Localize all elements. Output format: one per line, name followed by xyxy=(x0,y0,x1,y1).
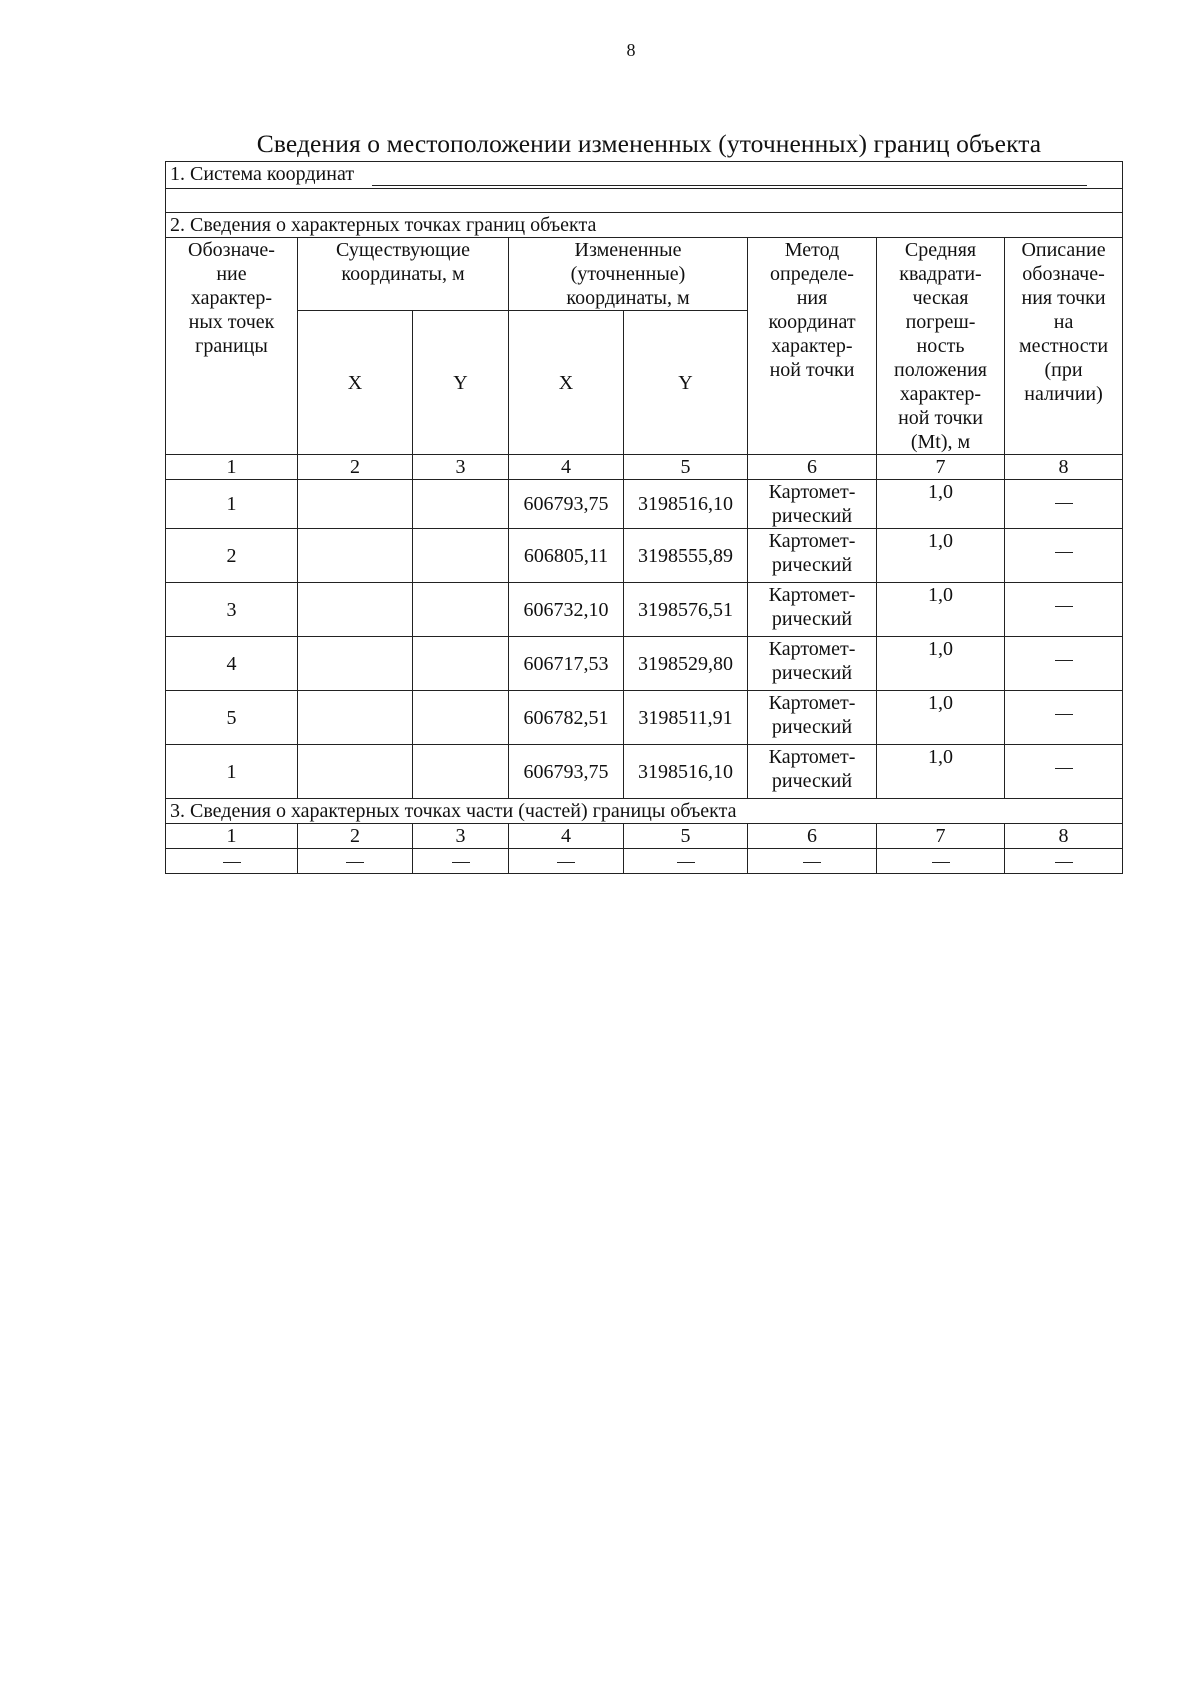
existing-y xyxy=(413,583,509,637)
section-3-label: 3. Сведения о характерных точках части (частей) границы объекта xyxy=(166,799,1123,824)
column-number-4: 4 xyxy=(509,824,624,849)
dash-mark xyxy=(557,862,575,863)
point-number: 2 xyxy=(166,529,298,583)
updated-y: 3198511,91 xyxy=(624,691,748,745)
mean-square-error: 1,0 xyxy=(877,745,1005,799)
column-number-7: 7 xyxy=(877,455,1005,480)
determination-method: Картомет- рический xyxy=(748,583,877,637)
column-number-3: 3 xyxy=(413,455,509,480)
existing-y xyxy=(413,745,509,799)
column-number-5: 5 xyxy=(624,824,748,849)
existing-y xyxy=(413,480,509,529)
existing-x xyxy=(298,691,413,745)
existing-y xyxy=(413,529,509,583)
header-y-updated: Y xyxy=(624,311,748,455)
boundary-point-row xyxy=(166,480,1123,529)
empty-value xyxy=(298,849,413,874)
column-number-2: 2 xyxy=(298,824,413,849)
existing-x xyxy=(298,529,413,583)
point-description xyxy=(1005,691,1123,745)
dash-mark xyxy=(677,862,695,863)
dash-mark xyxy=(1055,660,1073,661)
header-point-designation: Обозначе- ние характер- ных точек границы xyxy=(166,238,298,455)
column-number-1: 1 xyxy=(166,824,298,849)
header-x-updated: X xyxy=(509,311,624,455)
coordinate-system-blank xyxy=(372,169,1087,186)
blank-row xyxy=(166,189,1123,213)
updated-x: 606805,11 xyxy=(509,529,624,583)
dash-mark xyxy=(803,862,821,863)
determination-method: Картомет- рический xyxy=(748,637,877,691)
header-existing-coords: Существующие координаты, м xyxy=(298,238,509,311)
empty-value xyxy=(624,849,748,874)
boundary-point-row xyxy=(166,529,1123,583)
updated-x: 606782,51 xyxy=(509,691,624,745)
section-1-row xyxy=(166,162,1123,189)
dash-mark xyxy=(223,862,241,863)
empty-value xyxy=(509,849,624,874)
section-1-label: 1. Система координат xyxy=(170,163,355,185)
column-number-8: 8 xyxy=(1005,824,1123,849)
boundary-table xyxy=(165,161,1123,874)
dash-mark xyxy=(346,862,364,863)
point-number: 4 xyxy=(166,637,298,691)
dash-mark xyxy=(1055,503,1073,504)
document-title: Сведения о местоположении измененных (уточненных) границ объекта xyxy=(256,129,1042,158)
determination-method: Картомет- рический xyxy=(748,529,877,583)
point-number: 1 xyxy=(166,480,298,529)
existing-y xyxy=(413,691,509,745)
mean-square-error: 1,0 xyxy=(877,480,1005,529)
column-number-3: 3 xyxy=(413,824,509,849)
point-number: 1 xyxy=(166,745,298,799)
dash-mark xyxy=(1055,714,1073,715)
mean-square-error: 1,0 xyxy=(877,583,1005,637)
column-number-6: 6 xyxy=(748,824,877,849)
column-number-row xyxy=(166,455,1123,480)
section-3-row xyxy=(166,799,1123,824)
point-description xyxy=(1005,745,1123,799)
mean-square-error: 1,0 xyxy=(877,529,1005,583)
dash-mark xyxy=(1055,768,1073,769)
column-number-5: 5 xyxy=(624,455,748,480)
empty-value xyxy=(1005,849,1123,874)
updated-y: 3198516,10 xyxy=(624,480,748,529)
dash-mark xyxy=(1055,862,1073,863)
dash-mark xyxy=(452,862,470,863)
header-y-existing: Y xyxy=(413,311,509,455)
point-number: 3 xyxy=(166,583,298,637)
header-method: Метод определе- ния координат характер- ной точки xyxy=(748,238,877,455)
point-number: 5 xyxy=(166,691,298,745)
updated-x: 606793,75 xyxy=(509,480,624,529)
updated-x: 606717,53 xyxy=(509,637,624,691)
column-number-8: 8 xyxy=(1005,455,1123,480)
empty-value xyxy=(413,849,509,874)
existing-x xyxy=(298,480,413,529)
header-mt: Средняя квадрати- ческая погреш- ность положения характер- ной точки (Mt), м xyxy=(877,238,1005,455)
page-number: 8 xyxy=(626,40,636,60)
point-description xyxy=(1005,637,1123,691)
determination-method: Картомет- рический xyxy=(748,691,877,745)
empty-value xyxy=(166,849,298,874)
updated-x: 606793,75 xyxy=(509,745,624,799)
existing-x xyxy=(298,637,413,691)
dash-mark xyxy=(932,862,950,863)
updated-y: 3198516,10 xyxy=(624,745,748,799)
header-description: Описание обозначе- ния точки на местности (при наличии) xyxy=(1005,238,1123,455)
section-2-label: 2. Сведения о характерных точках границ объекта xyxy=(166,213,1123,238)
dash-mark xyxy=(1055,606,1073,607)
determination-method: Картомет- рический xyxy=(748,480,877,529)
header-updated-coords: Измененные (уточненные) координаты, м xyxy=(509,238,748,311)
mean-square-error: 1,0 xyxy=(877,637,1005,691)
point-description xyxy=(1005,480,1123,529)
column-number-2: 2 xyxy=(298,455,413,480)
existing-y xyxy=(413,637,509,691)
boundary-point-row xyxy=(166,637,1123,691)
existing-x xyxy=(298,583,413,637)
column-number-row xyxy=(166,824,1123,849)
point-description xyxy=(1005,583,1123,637)
point-description xyxy=(1005,529,1123,583)
dash-mark xyxy=(1055,552,1073,553)
column-number-4: 4 xyxy=(509,455,624,480)
part-boundary-empty-row xyxy=(166,849,1123,874)
boundary-point-row xyxy=(166,745,1123,799)
updated-y: 3198529,80 xyxy=(624,637,748,691)
updated-y: 3198576,51 xyxy=(624,583,748,637)
column-number-6: 6 xyxy=(748,455,877,480)
column-number-7: 7 xyxy=(877,824,1005,849)
updated-y: 3198555,89 xyxy=(624,529,748,583)
column-number-1: 1 xyxy=(166,455,298,480)
empty-value xyxy=(748,849,877,874)
determination-method: Картомет- рический xyxy=(748,745,877,799)
updated-x: 606732,10 xyxy=(509,583,624,637)
boundary-point-row xyxy=(166,583,1123,637)
empty-value xyxy=(877,849,1005,874)
mean-square-error: 1,0 xyxy=(877,691,1005,745)
existing-x xyxy=(298,745,413,799)
boundary-point-row xyxy=(166,691,1123,745)
header-x-existing: X xyxy=(298,311,413,455)
